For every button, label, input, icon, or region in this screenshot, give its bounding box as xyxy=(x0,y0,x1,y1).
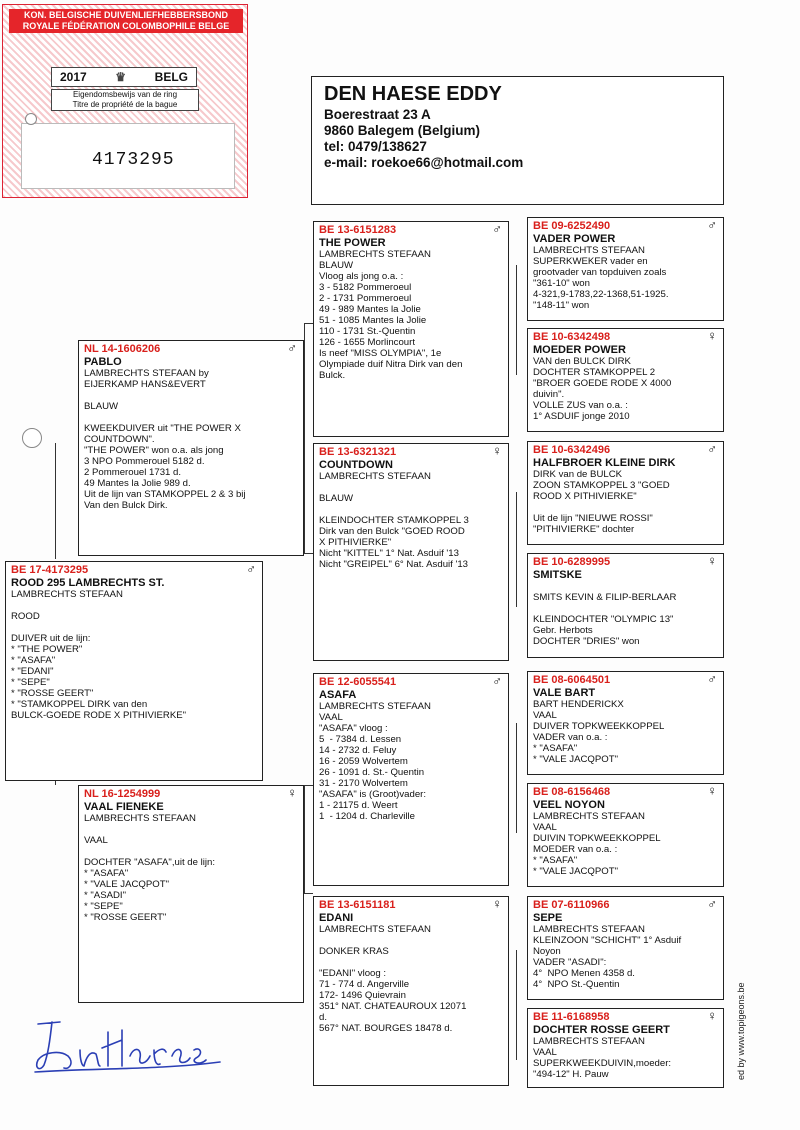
male-icon: ♂ xyxy=(707,217,717,232)
detail-line: KLEINDOCHTER STAMKOPPEL 3 xyxy=(319,515,469,526)
connector-line xyxy=(304,553,313,554)
pigeon-mother xyxy=(78,785,304,1003)
detail-line xyxy=(84,412,298,423)
detail-line: BLAUW xyxy=(319,260,354,271)
detail-line: * "ASAFA" xyxy=(84,868,129,879)
detail-line: 3 - 5182 Pommeroeul xyxy=(319,282,412,293)
detail-line: DIRK van de BULCK xyxy=(533,469,623,480)
card-number-box xyxy=(21,123,235,189)
detail-line: 1 - 21175 d. Weert xyxy=(319,800,398,811)
detail-line: 3 NPO Pommerouel 5182 d. xyxy=(84,456,205,467)
pigeon-name: ASAFA xyxy=(319,689,357,701)
detail-line: Nicht "KITTEL" 1° Nat. Asduif '13 xyxy=(319,548,459,559)
pigeon-ff xyxy=(313,221,509,437)
detail-line: duivin". xyxy=(533,389,565,400)
detail-line: VOLLE ZUS van o.a. : xyxy=(533,400,628,411)
detail-line: Is neef "MISS OLYMPIA", 1e xyxy=(319,348,442,359)
detail-line: LAMBRECHTS STEFAAN xyxy=(319,249,431,260)
detail-line: VADER "ASADI": xyxy=(533,957,607,968)
card-subtitle-fr: Titre de propriété de la bague xyxy=(72,100,178,109)
detail-line: LAMBRECHTS STEFAAN xyxy=(319,924,431,935)
pigeon-name: PABLO xyxy=(84,356,122,368)
ring-number: BE 08-6156468 xyxy=(533,786,611,798)
detail-line: * "ROSSE GEERT" xyxy=(11,688,94,699)
pigeon-details xyxy=(84,813,298,923)
ring-number: BE 17-4173295 xyxy=(11,564,89,576)
pigeon-name: MOEDER POWER xyxy=(533,344,626,356)
female-icon: ♀ xyxy=(707,1008,717,1023)
pigeon-details xyxy=(533,811,718,877)
pigeon-mmf xyxy=(527,896,724,1000)
detail-line xyxy=(319,935,503,946)
card-header-line1: KON. BELGISCHE DUIVENLIEFHEBBERSBOND xyxy=(23,10,229,20)
pigeon-name: VALE BART xyxy=(533,687,596,699)
detail-line: DOCHTER STAMKOPPEL 2 xyxy=(533,367,656,378)
connector-line xyxy=(304,785,305,893)
detail-line: LAMBRECHTS STEFAAN xyxy=(319,471,431,482)
detail-line: 71 - 774 d. Angerville xyxy=(319,979,410,990)
detail-line: VAAL xyxy=(533,822,557,833)
detail-line: KWEEKDUIVER uit "THE POWER X xyxy=(84,423,241,434)
detail-line: LAMBRECHTS STEFAAN by xyxy=(84,368,209,379)
crown-icon: ♛ xyxy=(115,70,127,84)
ring-number: BE 13-6151181 xyxy=(319,899,396,911)
detail-line: Dirk van den Bulck "GOED ROOD xyxy=(319,526,465,537)
connector-line xyxy=(516,492,517,607)
ring-number: BE 10-6342498 xyxy=(533,331,611,343)
owner-email: e-mail: roekoe66@hotmail.com xyxy=(324,155,524,170)
detail-line: * "ASAFA" xyxy=(11,655,56,666)
detail-line: SMITS KEVIN & FILIP-BERLAAR xyxy=(533,592,677,603)
ring-number: BE 07-6110966 xyxy=(533,899,610,911)
pigeon-details xyxy=(533,245,718,311)
detail-line: VADER van o.a. : xyxy=(533,732,608,743)
pigeon-name: DOCHTER ROSSE GEERT xyxy=(533,1024,670,1036)
detail-line: "BROER GOEDE RODE X 4000 xyxy=(533,378,672,389)
ring-number: BE 12-6055541 xyxy=(319,676,397,688)
connector-line xyxy=(304,785,313,786)
detail-line: * "VALE JACQPOT" xyxy=(533,866,619,877)
owner-street: Boerestraat 23 A xyxy=(324,107,431,122)
detail-line: * "ROSSE GEERT" xyxy=(84,912,167,923)
detail-line xyxy=(319,504,503,515)
detail-line: LAMBRECHTS STEFAAN xyxy=(533,245,645,256)
detail-line: Gebr. Herbots xyxy=(533,625,593,636)
handwritten-signature xyxy=(30,1010,230,1080)
female-icon: ♀ xyxy=(707,783,717,798)
detail-line: KLEINDOCHTER "OLYMPIC 13" xyxy=(533,614,674,625)
owner-name: DEN HAESE EDDY xyxy=(324,83,502,105)
detail-line xyxy=(533,581,718,592)
detail-line: BART HENDERICKX xyxy=(533,699,624,710)
ring-number: BE 13-6321321 xyxy=(319,446,397,458)
detail-line: ROOD X PITHIVIERKE" xyxy=(533,491,637,502)
pigeon-mf xyxy=(313,673,509,886)
pigeon-name: SMITSKE xyxy=(533,569,582,581)
detail-line xyxy=(319,957,503,968)
connector-line xyxy=(516,723,517,833)
detail-line: * "STAMKOPPEL DIRK van den xyxy=(11,699,148,710)
detail-line: "361-10" won xyxy=(533,278,590,289)
detail-line xyxy=(11,600,257,611)
pigeon-details xyxy=(533,924,718,990)
pigeon-name: VADER POWER xyxy=(533,233,616,245)
detail-line: KLEINZOON "SCHICHT" 1° Asduif xyxy=(533,935,682,946)
detail-line: 14 - 2732 d. Feluy xyxy=(319,745,397,756)
detail-line: 4-321,9-1783,22-1368,51-1925. xyxy=(533,289,669,300)
female-icon: ♀ xyxy=(707,328,717,343)
detail-line: 2 - 1731 Pommeroeul xyxy=(319,293,412,304)
male-icon: ♂ xyxy=(246,561,256,576)
detail-line: 49 - 989 Mantes la Jolie xyxy=(319,304,421,315)
pigeon-details xyxy=(533,699,718,765)
female-icon: ♀ xyxy=(287,785,297,800)
detail-line: Van den Bulck Dirk. xyxy=(84,500,168,511)
detail-line xyxy=(84,846,298,857)
detail-line xyxy=(11,622,257,633)
detail-line: 1 - 1204 d. Charleville xyxy=(319,811,415,822)
pigeon-name: HALFBROER KLEINE DIRK xyxy=(533,457,676,469)
pigeon-mm xyxy=(313,896,509,1086)
male-icon: ♂ xyxy=(492,673,502,688)
detail-line xyxy=(84,824,298,835)
male-icon: ♂ xyxy=(707,441,717,456)
detail-line: "EDANI" vloog : xyxy=(319,968,387,979)
detail-line: BULCK-GOEDE RODE X PITHIVIERKE" xyxy=(11,710,187,721)
owner-box xyxy=(311,76,724,205)
detail-line: BLAUW xyxy=(319,493,354,504)
pigeon-details xyxy=(319,471,503,570)
detail-line: 1° ASDUIF jonge 2010 xyxy=(533,411,630,422)
owner-city: 9860 Balegem (Belgium) xyxy=(324,123,481,138)
detail-line: * "ASAFA" xyxy=(533,855,578,866)
detail-line: 567° NAT. BOURGES 18478 d. xyxy=(319,1023,453,1034)
pigeon-fff xyxy=(527,217,724,321)
pigeon-details xyxy=(319,701,503,822)
detail-line: d. xyxy=(319,1012,328,1023)
card-country: BELG xyxy=(154,70,188,84)
detail-line xyxy=(319,482,503,493)
detail-line: 49 Mantes la Jolie 989 d. xyxy=(84,478,191,489)
detail-line: grootvader van topduiven zoals xyxy=(533,267,667,278)
female-icon: ♀ xyxy=(492,896,502,911)
detail-line: VAAL xyxy=(319,712,343,723)
detail-line: DUIVER uit de lijn: xyxy=(11,633,91,644)
detail-line: X PITHIVIERKE" xyxy=(319,537,392,548)
detail-line: BLAUW xyxy=(84,401,119,412)
ring-number: BE 10-6289995 xyxy=(533,556,611,568)
detail-line: * "ASAFA" xyxy=(533,743,578,754)
detail-line: LAMBRECHTS STEFAAN xyxy=(533,924,645,935)
footer-credit: ed by www.topigeons.be xyxy=(736,982,746,1080)
pigeon-mfm xyxy=(527,783,724,887)
detail-line: * "SEPE" xyxy=(11,677,50,688)
detail-line: Uit de lijn van STAMKOPPEL 2 & 3 bij xyxy=(84,489,246,500)
pigeon-fm xyxy=(313,443,509,661)
detail-line: SUPERKWEEKDUIVIN,moeder: xyxy=(533,1058,672,1069)
ring-number: BE 10-6342496 xyxy=(533,444,611,456)
pigeon-name: VAAL FIENEKE xyxy=(84,801,164,813)
pigeon-details xyxy=(533,356,718,422)
detail-line: "494-12" H. Pauw xyxy=(533,1069,609,1080)
detail-line xyxy=(84,390,298,401)
detail-line: * "EDANI" xyxy=(11,666,54,677)
pigeon-details xyxy=(319,924,503,1034)
pigeon-mff xyxy=(527,671,724,775)
ring-number: NL 16-1254999 xyxy=(84,788,161,800)
pigeon-ffm xyxy=(527,328,724,432)
pigeon-father xyxy=(78,340,304,556)
ring-number: NL 14-1606206 xyxy=(84,343,161,355)
detail-line: ZOON STAMKOPPEL 3 "GOED xyxy=(533,480,670,491)
detail-line: DOCHTER "DRIES" won xyxy=(533,636,640,647)
detail-line: 126 - 1655 Morlincourt xyxy=(319,337,415,348)
ring-card xyxy=(2,4,248,198)
female-icon: ♀ xyxy=(707,553,717,568)
detail-line: * "THE POWER" xyxy=(11,644,83,655)
detail-line: Olympiade duif Nitra Dirk van den xyxy=(319,359,463,370)
detail-line: LAMBRECHTS STEFAAN xyxy=(84,813,196,824)
pigeon-name: ROOD 295 LAMBRECHTS ST. xyxy=(11,577,165,589)
detail-line: 16 - 2059 Wolvertem xyxy=(319,756,408,767)
binder-hole-icon xyxy=(22,428,42,448)
connector-line xyxy=(304,323,313,324)
pigeon-name: THE POWER xyxy=(319,237,386,249)
detail-line: DOCHTER "ASAFA",uit de lijn: xyxy=(84,857,216,868)
detail-line: 5 - 7384 d. Lessen xyxy=(319,734,402,745)
detail-line: DONKER KRAS xyxy=(319,946,389,957)
detail-line: Noyon xyxy=(533,946,561,957)
detail-line: VAN den BULCK DIRK xyxy=(533,356,631,367)
male-icon: ♂ xyxy=(707,671,717,686)
male-icon: ♂ xyxy=(707,896,717,911)
pigeon-details xyxy=(319,249,503,381)
pigeon-details xyxy=(533,581,718,647)
pigeon-details xyxy=(11,589,257,721)
detail-line: "PITHIVIERKE" dochter xyxy=(533,524,635,535)
detail-line: DUIVER TOPKWEEKKOPPEL xyxy=(533,721,665,732)
detail-line xyxy=(533,502,718,513)
detail-line: EIJERKAMP HANS&EVERT xyxy=(84,379,206,390)
detail-line: * "VALE JACQPOT" xyxy=(84,879,170,890)
detail-line: 4° NPO St.-Quentin xyxy=(533,979,620,990)
detail-line: "ASAFA" vloog : xyxy=(319,723,388,734)
pigeon-details xyxy=(533,1036,718,1080)
card-year: 2017 xyxy=(60,70,87,84)
detail-line: MOEDER van o.a. : xyxy=(533,844,618,855)
detail-line: * "SEPE" xyxy=(84,901,123,912)
detail-line: ROOD xyxy=(11,611,40,622)
ring-number: BE 13-6151283 xyxy=(319,224,397,236)
detail-line: Nicht "GREIPEL" 6° Nat. Asduif '13 xyxy=(319,559,468,570)
detail-line: 351° NAT. CHATEAUROUX 12071 xyxy=(319,1001,467,1012)
detail-line: 110 - 1731 St.-Quentin xyxy=(319,326,416,337)
card-header-line2: ROYALE FÉDÉRATION COLOMBOPHILE BELGE xyxy=(22,21,230,31)
card-ring-number: 4173295 xyxy=(92,150,175,170)
ring-number: BE 09-6252490 xyxy=(533,220,611,232)
pigeon-details xyxy=(84,368,298,511)
ring-number: BE 11-6168958 xyxy=(533,1011,610,1023)
pigeon-mmm xyxy=(527,1008,724,1088)
detail-line: "148-11" won xyxy=(533,300,590,311)
male-icon: ♂ xyxy=(492,221,502,236)
punch-hole-icon xyxy=(25,113,37,125)
detail-line: * "VALE JACQPOT" xyxy=(533,754,619,765)
female-icon: ♀ xyxy=(492,443,502,458)
card-year-row xyxy=(51,67,197,87)
male-icon: ♂ xyxy=(287,340,297,355)
pigeon-fmf xyxy=(527,441,724,545)
pigeon-name: VEEL NOYON xyxy=(533,799,605,811)
card-header xyxy=(9,9,243,33)
connector-line xyxy=(516,950,517,1060)
pigeon-fmm xyxy=(527,553,724,658)
pigeon-name: SEPE xyxy=(533,912,563,924)
connector-line xyxy=(55,443,56,559)
detail-line: Vloog als jong o.a. : xyxy=(319,271,404,282)
ring-number: BE 08-6064501 xyxy=(533,674,611,686)
card-subtitle-nl: Eigendomsbewijs van de ring xyxy=(72,90,178,99)
connector-line xyxy=(516,265,517,375)
detail-line: * "ASADI" xyxy=(84,890,127,901)
detail-line: SUPERKWEKER vader en xyxy=(533,256,648,267)
detail-line: VAAL xyxy=(533,1047,557,1058)
connector-line xyxy=(304,323,305,553)
detail-line: Bulck. xyxy=(319,370,346,381)
detail-line: LAMBRECHTS STEFAAN xyxy=(533,811,645,822)
pigeon-name: EDANI xyxy=(319,912,354,924)
detail-line: DUIVIN TOPKWEEKKOPPEL xyxy=(533,833,661,844)
pigeon-main xyxy=(5,561,263,781)
detail-line: COUNTDOWN". xyxy=(84,434,155,445)
detail-line: "THE POWER" won o.a. als jong xyxy=(84,445,224,456)
detail-line: VAAL xyxy=(84,835,108,846)
pigeon-details xyxy=(533,469,718,535)
detail-line: 51 - 1085 Mantes la Jolie xyxy=(319,315,427,326)
detail-line: LAMBRECHTS STEFAAN xyxy=(319,701,431,712)
detail-line: LAMBRECHTS STEFAAN xyxy=(533,1036,645,1047)
detail-line: 31 - 2170 Wolvertem xyxy=(319,778,408,789)
connector-line xyxy=(304,893,313,894)
detail-line: 172- 1496 Quievrain xyxy=(319,990,406,1001)
detail-line: "ASAFA" is (Groot)vader: xyxy=(319,789,427,800)
detail-line: 4° NPO Menen 4358 d. xyxy=(533,968,635,979)
detail-line: 26 - 1091 d. St.- Quentin xyxy=(319,767,425,778)
pigeon-name: COUNTDOWN xyxy=(319,459,393,471)
detail-line: VAAL xyxy=(533,710,557,721)
detail-line: LAMBRECHTS STEFAAN xyxy=(11,589,123,600)
owner-phone: tel: 0479/138627 xyxy=(324,139,427,154)
detail-line xyxy=(533,603,718,614)
detail-line: Uit de lijn "NIEUWE ROSSI" xyxy=(533,513,653,524)
card-subtitle xyxy=(51,89,199,111)
detail-line: 2 Pommerouel 1731 d. xyxy=(84,467,182,478)
